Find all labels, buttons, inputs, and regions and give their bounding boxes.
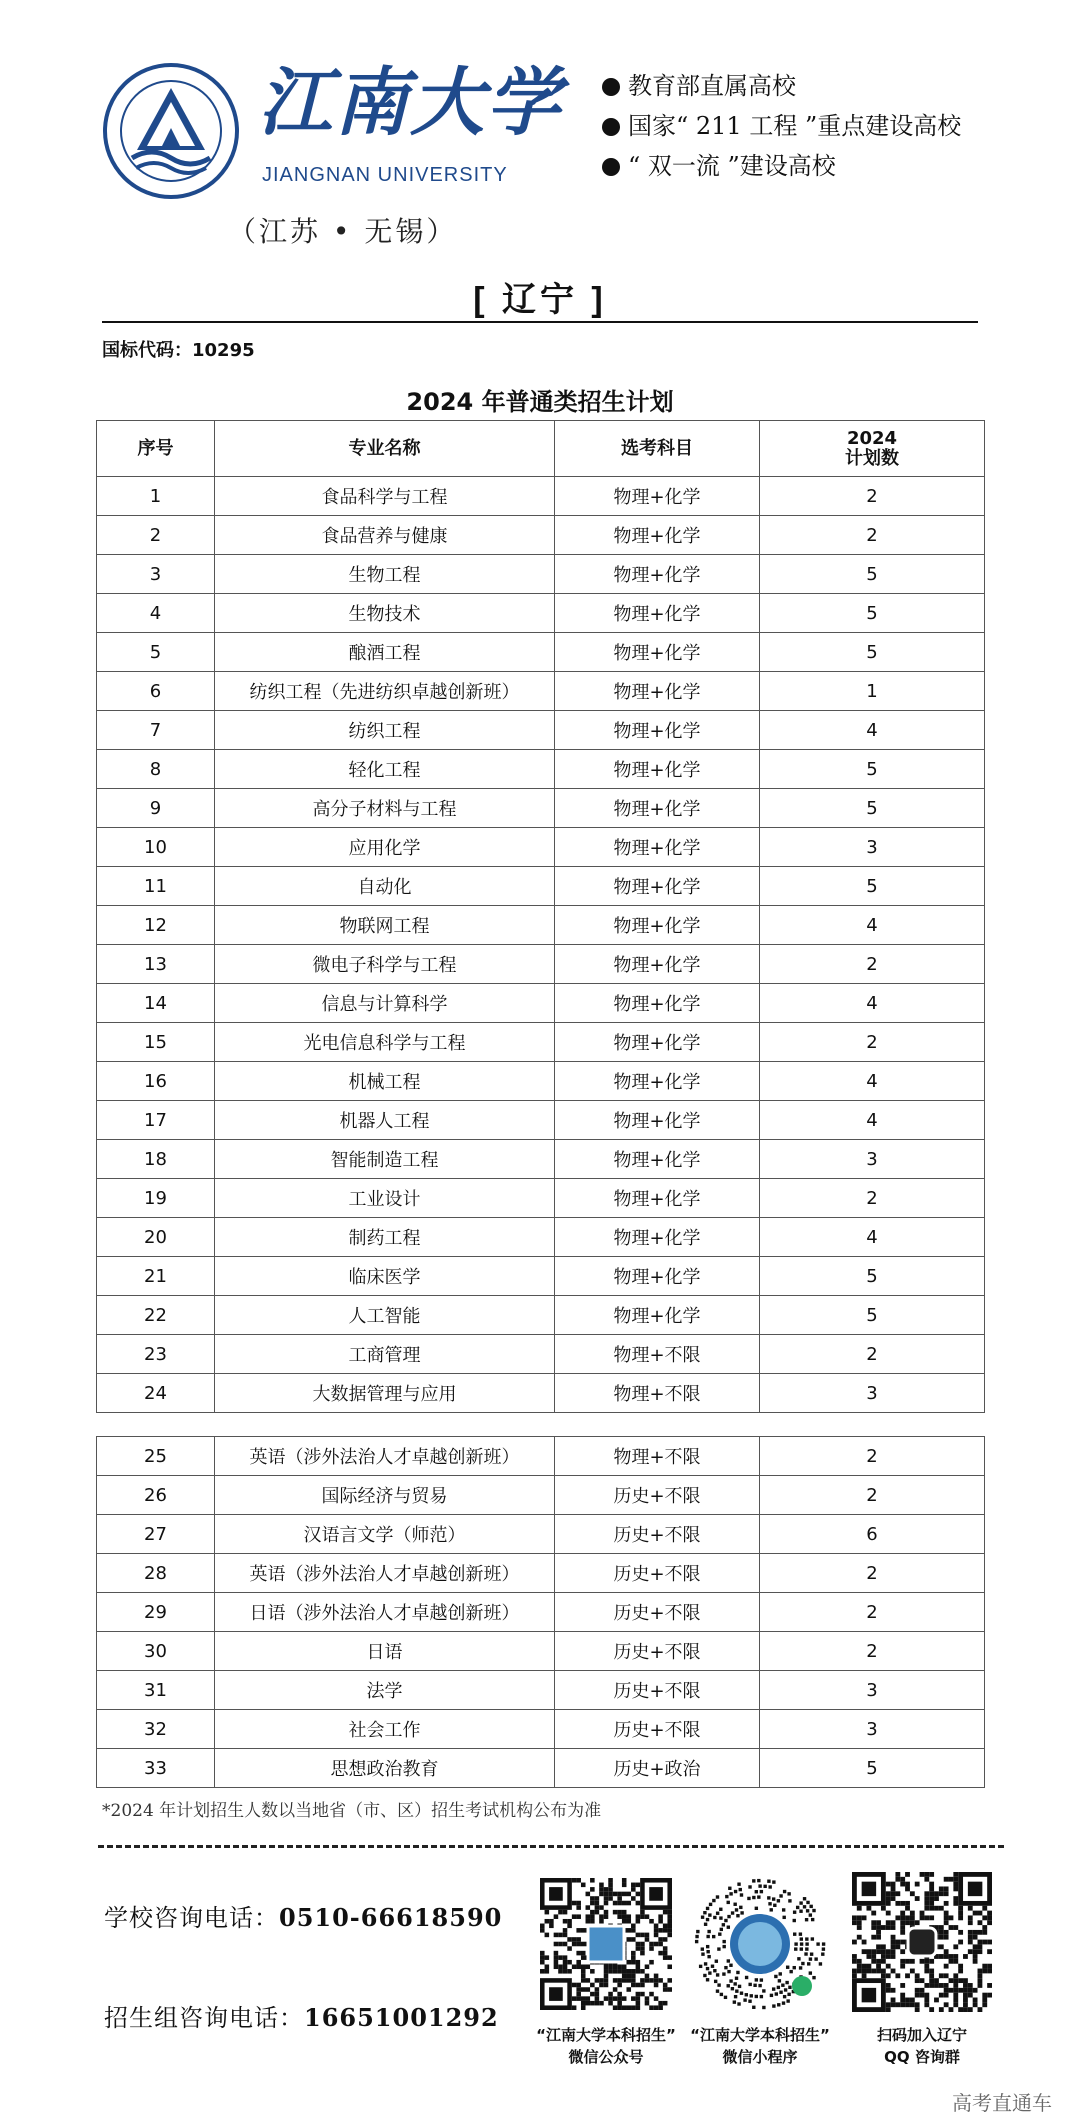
header-plan-year: 2024 [846, 427, 898, 449]
cell-subjects: 物理+化学 [555, 867, 760, 906]
cell-index: 20 [97, 1218, 215, 1257]
table-row [97, 672, 985, 711]
cell-count: 5 [760, 750, 985, 789]
cell-index: 5 [97, 633, 215, 672]
feature-item [602, 106, 961, 146]
university-seal-icon [102, 62, 240, 200]
cell-subjects: 历史+不限 [555, 1554, 760, 1593]
cell-index: 6 [97, 672, 215, 711]
table-row [97, 1062, 985, 1101]
cell-index: 24 [97, 1374, 215, 1413]
university-name-cn: 江南大学 [258, 60, 562, 146]
cell-major: 应用化学 [215, 828, 555, 867]
cell-count: 5 [760, 594, 985, 633]
table-row [97, 1101, 985, 1140]
cell-index: 3 [97, 555, 215, 594]
table-row [97, 555, 985, 594]
cell-subjects: 历史+不限 [555, 1476, 760, 1515]
bullet-dot-icon [602, 118, 620, 136]
title-divider [102, 321, 978, 323]
cell-major: 思想政治教育 [215, 1749, 555, 1788]
province-title: [ 辽宁 ] [473, 281, 607, 319]
table-header-row [97, 421, 985, 477]
qr-caption-miniprogram [670, 2024, 850, 2068]
header-plan-label: 计划数 [845, 447, 899, 469]
cell-index: 23 [97, 1335, 215, 1374]
cell-index: 9 [97, 789, 215, 828]
table-row [97, 1476, 985, 1515]
cell-count: 2 [760, 1437, 985, 1476]
cell-subjects: 物理+化学 [555, 1023, 760, 1062]
qr-caption-line: QQ 咨询群 [884, 2048, 960, 2066]
table-row [97, 789, 985, 828]
school-phone [104, 1898, 502, 1933]
header-subjects: 选考科目 [555, 421, 760, 477]
feature-item [602, 146, 961, 186]
table-row [97, 1749, 985, 1788]
cell-index: 4 [97, 594, 215, 633]
footnote: *2024 年计划招生人数以当地省（市、区）招生考试机构公布为准 [102, 1801, 602, 1821]
cell-count: 4 [760, 711, 985, 750]
cell-index: 14 [97, 984, 215, 1023]
qr-caption-wechat [516, 2024, 696, 2068]
code-label: 国标代码： [102, 340, 192, 361]
cell-subjects: 历史+不限 [555, 1593, 760, 1632]
cell-count: 4 [760, 906, 985, 945]
cell-index: 22 [97, 1296, 215, 1335]
cell-major: 机器人工程 [215, 1101, 555, 1140]
table-row [97, 867, 985, 906]
feature-list [602, 66, 961, 186]
table-row [97, 906, 985, 945]
table-row [97, 594, 985, 633]
cell-count: 2 [760, 1593, 985, 1632]
cell-major: 汉语言文学（师范） [215, 1515, 555, 1554]
table-row [97, 477, 985, 516]
cell-subjects: 物理+化学 [555, 477, 760, 516]
cell-major: 国际经济与贸易 [215, 1476, 555, 1515]
cell-index: 17 [97, 1101, 215, 1140]
cell-subjects: 物理+化学 [555, 672, 760, 711]
cell-subjects: 物理+化学 [555, 1062, 760, 1101]
office-phone [104, 1998, 499, 2033]
cell-subjects: 物理+化学 [555, 906, 760, 945]
cell-subjects: 历史+不限 [555, 1632, 760, 1671]
cell-major: 智能制造工程 [215, 1140, 555, 1179]
national-code [102, 336, 255, 362]
school-phone-label: 学校咨询电话： [104, 1904, 279, 1932]
cell-subjects: 物理+不限 [555, 1437, 760, 1476]
qr-caption-qq [832, 2024, 1012, 2068]
cell-count: 5 [760, 867, 985, 906]
cell-index: 12 [97, 906, 215, 945]
cell-major: 自动化 [215, 867, 555, 906]
cell-major: 法学 [215, 1671, 555, 1710]
cell-index: 32 [97, 1710, 215, 1749]
cell-index: 8 [97, 750, 215, 789]
cell-subjects: 物理+化学 [555, 633, 760, 672]
cell-subjects: 物理+不限 [555, 1374, 760, 1413]
cell-index: 29 [97, 1593, 215, 1632]
cell-subjects: 历史+不限 [555, 1671, 760, 1710]
cell-major: 酿酒工程 [215, 633, 555, 672]
feature-text: 国家“ 211 工程 ”重点建设高校 [628, 112, 962, 140]
wechat-official-qr-icon [540, 1878, 672, 2010]
feature-text: “ 双一流 ”建设高校 [628, 152, 836, 180]
cell-major: 日语 [215, 1632, 555, 1671]
cell-major: 英语（涉外法治人才卓越创新班） [215, 1554, 555, 1593]
cell-count: 2 [760, 1179, 985, 1218]
cell-major: 轻化工程 [215, 750, 555, 789]
table-row [97, 1515, 985, 1554]
cell-subjects: 物理+化学 [555, 1296, 760, 1335]
cell-subjects: 物理+化学 [555, 516, 760, 555]
cell-subjects: 历史+不限 [555, 1515, 760, 1554]
cell-major: 生物技术 [215, 594, 555, 633]
cell-count: 4 [760, 1062, 985, 1101]
location-text: （江苏 • 无锡） [228, 215, 458, 248]
cell-subjects: 物理+化学 [555, 1257, 760, 1296]
qr-caption-line: 微信小程序 [722, 2048, 798, 2066]
cell-subjects: 物理+化学 [555, 984, 760, 1023]
enrollment-table-part1 [96, 420, 985, 1413]
watermark: 高考直通车 [952, 2091, 1052, 2115]
table-row [97, 750, 985, 789]
wechat-miniprogram-qr-icon [690, 1874, 830, 2014]
enrollment-table-part2 [96, 1436, 985, 1788]
cell-subjects: 物理+不限 [555, 1335, 760, 1374]
table-row [97, 1140, 985, 1179]
header-plan [760, 421, 985, 477]
table-title: 2024 年普通类招生计划 [406, 388, 674, 416]
qr-caption-line: 微信公众号 [568, 2048, 644, 2066]
cell-count: 4 [760, 1218, 985, 1257]
cell-index: 2 [97, 516, 215, 555]
cell-count: 3 [760, 1374, 985, 1413]
cell-major: 机械工程 [215, 1062, 555, 1101]
cell-subjects: 物理+化学 [555, 750, 760, 789]
cell-count: 2 [760, 477, 985, 516]
cell-index: 7 [97, 711, 215, 750]
cell-count: 5 [760, 1257, 985, 1296]
feature-text: 教育部直属高校 [628, 72, 796, 100]
cell-count: 4 [760, 984, 985, 1023]
cell-count: 4 [760, 1101, 985, 1140]
header-index: 序号 [97, 421, 215, 477]
cell-subjects: 历史+不限 [555, 1710, 760, 1749]
cell-index: 15 [97, 1023, 215, 1062]
cell-index: 26 [97, 1476, 215, 1515]
cell-count: 5 [760, 1296, 985, 1335]
cell-count: 2 [760, 1023, 985, 1062]
cell-major: 物联网工程 [215, 906, 555, 945]
cell-count: 2 [760, 1476, 985, 1515]
office-phone-number: 16651001292 [304, 2003, 499, 2032]
header-major: 专业名称 [215, 421, 555, 477]
cell-major: 工商管理 [215, 1335, 555, 1374]
code-value: 10295 [192, 340, 255, 361]
cell-major: 英语（涉外法治人才卓越创新班） [215, 1437, 555, 1476]
cell-major: 高分子材料与工程 [215, 789, 555, 828]
cell-subjects: 历史+政治 [555, 1749, 760, 1788]
table-row [97, 984, 985, 1023]
university-name-en: JIANGNAN UNIVERSITY [262, 164, 508, 186]
table-row [97, 1257, 985, 1296]
cell-major: 日语（涉外法治人才卓越创新班） [215, 1593, 555, 1632]
cell-subjects: 物理+化学 [555, 1179, 760, 1218]
cell-index: 21 [97, 1257, 215, 1296]
cell-subjects: 物理+化学 [555, 945, 760, 984]
cell-count: 2 [760, 1335, 985, 1374]
cell-count: 6 [760, 1515, 985, 1554]
qq-group-qr-icon [852, 1872, 992, 2012]
office-phone-label: 招生组咨询电话： [104, 2004, 304, 2032]
cell-major: 大数据管理与应用 [215, 1374, 555, 1413]
cell-subjects: 物理+化学 [555, 711, 760, 750]
cell-major: 纺织工程 [215, 711, 555, 750]
table-row [97, 1710, 985, 1749]
cell-subjects: 物理+化学 [555, 1140, 760, 1179]
table-row [97, 1554, 985, 1593]
table-row [97, 1023, 985, 1062]
cell-major: 纺织工程（先进纺织卓越创新班） [215, 672, 555, 711]
cell-count: 5 [760, 1749, 985, 1788]
cell-index: 18 [97, 1140, 215, 1179]
qr-caption-line: “江南大学本科招生” [690, 2026, 830, 2044]
cell-count: 3 [760, 828, 985, 867]
cell-subjects: 物理+化学 [555, 555, 760, 594]
cell-index: 31 [97, 1671, 215, 1710]
cell-count: 3 [760, 1710, 985, 1749]
feature-item [602, 66, 961, 106]
school-phone-number: 0510-66618590 [279, 1903, 503, 1932]
cell-subjects: 物理+化学 [555, 828, 760, 867]
table-row [97, 1437, 985, 1476]
table-row [97, 1671, 985, 1710]
table-row [97, 828, 985, 867]
cell-index: 27 [97, 1515, 215, 1554]
qr-caption-line: 扫码加入辽宁 [876, 2026, 967, 2044]
table-row [97, 1593, 985, 1632]
cell-index: 16 [97, 1062, 215, 1101]
cell-count: 2 [760, 1632, 985, 1671]
cell-count: 3 [760, 1140, 985, 1179]
bullet-dot-icon [602, 78, 620, 96]
cell-count: 5 [760, 633, 985, 672]
cell-major: 工业设计 [215, 1179, 555, 1218]
cell-count: 2 [760, 516, 985, 555]
cell-major: 微电子科学与工程 [215, 945, 555, 984]
cell-index: 30 [97, 1632, 215, 1671]
table-row [97, 1374, 985, 1413]
cell-count: 3 [760, 1671, 985, 1710]
cell-subjects: 物理+化学 [555, 1101, 760, 1140]
table-row [97, 1296, 985, 1335]
cell-major: 人工智能 [215, 1296, 555, 1335]
cell-index: 13 [97, 945, 215, 984]
bullet-dot-icon [602, 158, 620, 176]
cell-index: 11 [97, 867, 215, 906]
cell-index: 19 [97, 1179, 215, 1218]
table-row [97, 516, 985, 555]
cell-subjects: 物理+化学 [555, 1218, 760, 1257]
cell-major: 制药工程 [215, 1218, 555, 1257]
cell-index: 1 [97, 477, 215, 516]
cell-index: 25 [97, 1437, 215, 1476]
cell-count: 5 [760, 789, 985, 828]
cell-major: 临床医学 [215, 1257, 555, 1296]
dashed-divider [98, 1845, 1004, 1848]
cell-major: 食品科学与工程 [215, 477, 555, 516]
table-row [97, 711, 985, 750]
table-row [97, 1632, 985, 1671]
cell-count: 5 [760, 555, 985, 594]
cell-major: 信息与计算科学 [215, 984, 555, 1023]
cell-major: 社会工作 [215, 1710, 555, 1749]
table-row [97, 1179, 985, 1218]
table-row [97, 1218, 985, 1257]
cell-index: 10 [97, 828, 215, 867]
cell-subjects: 物理+化学 [555, 789, 760, 828]
cell-count: 1 [760, 672, 985, 711]
cell-count: 2 [760, 945, 985, 984]
table-row [97, 945, 985, 984]
table-row [97, 633, 985, 672]
cell-count: 2 [760, 1554, 985, 1593]
qr-caption-line: “江南大学本科招生” [536, 2026, 676, 2044]
cell-major: 光电信息科学与工程 [215, 1023, 555, 1062]
cell-major: 食品营养与健康 [215, 516, 555, 555]
cell-index: 28 [97, 1554, 215, 1593]
cell-subjects: 物理+化学 [555, 594, 760, 633]
cell-major: 生物工程 [215, 555, 555, 594]
cell-index: 33 [97, 1749, 215, 1788]
table-row [97, 1335, 985, 1374]
